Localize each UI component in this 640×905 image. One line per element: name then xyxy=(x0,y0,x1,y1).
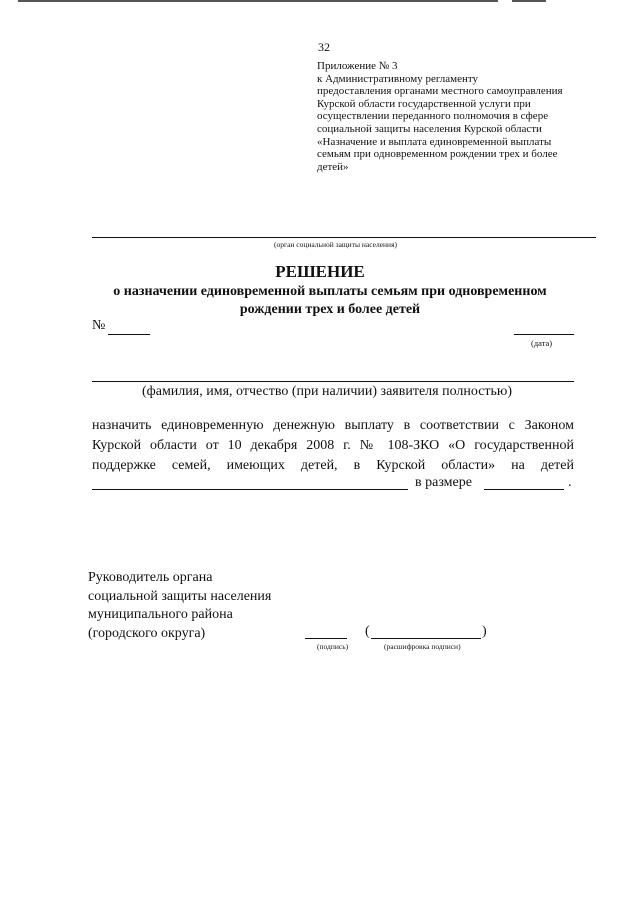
top-scan-line xyxy=(18,0,498,2)
paren-close: ) xyxy=(482,624,487,639)
subtitle-line: рождении трех и более детей xyxy=(239,302,421,317)
end-dot: . xyxy=(568,475,572,490)
organ-caption: (орган социальной защиты населения) xyxy=(274,240,398,249)
signer-line: (городского округа) xyxy=(88,625,206,641)
paren-open: ( xyxy=(365,624,370,639)
subtitle-line: о назначении единовременной выплаты семьям при одновременном xyxy=(113,284,547,299)
amount-label: в размере xyxy=(415,475,472,490)
signer-block xyxy=(88,569,271,643)
appendix-line: Курской области государственной услуги при xyxy=(317,97,531,110)
appendix-line: социальной защиты населения Курской области xyxy=(317,122,542,135)
signer-line: Руководитель органа xyxy=(88,570,213,585)
signature-caption: (подпись) xyxy=(317,642,349,651)
appendix-line: Приложение № 3 xyxy=(317,60,398,72)
appendix-line: «Назначение и выплата единовременной выплаты xyxy=(317,135,552,148)
children-field-line xyxy=(92,489,408,490)
decision-body xyxy=(92,416,574,476)
document-subtitle xyxy=(80,283,580,319)
signature-field-line xyxy=(305,638,347,639)
date-caption: (дата) xyxy=(531,338,553,348)
top-scan-line-short xyxy=(512,0,546,2)
signer-line: муниципального района xyxy=(88,607,233,622)
appendix-line: детей» xyxy=(317,160,349,173)
number-field-line xyxy=(108,334,150,335)
body-line: назначить единовременную денежную выплату в соответствии с Законом xyxy=(92,418,574,433)
date-field-line xyxy=(514,334,574,335)
decrypt-caption: (расшифровка подписи) xyxy=(384,642,461,651)
appendix-line: предоставления органами местного самоуправления xyxy=(317,85,563,98)
appendix-line: семьям при одновременном рождении трех и более xyxy=(317,148,558,161)
appendix-line: к Административному регламенту xyxy=(317,72,479,85)
applicant-field-line xyxy=(92,381,574,382)
appendix-block xyxy=(317,60,592,173)
decrypt-field-line xyxy=(371,638,481,639)
body-line: Курской области от 10 декабря 2008 г. № 108-ЗКО «О государственной xyxy=(92,438,574,453)
body-line: поддержке семей, имеющих детей, в Курской области» на детей xyxy=(92,458,574,473)
signer-line: социальной защиты населения xyxy=(88,588,272,604)
amount-field-line xyxy=(484,489,564,490)
appendix-line: осуществлении переданного полномочия в сфере xyxy=(317,110,549,123)
document-title: РЕШЕНИЕ xyxy=(275,262,365,281)
applicant-caption: (фамилия, имя, отчество (при наличии) заявителя полностью) xyxy=(142,384,513,399)
organ-field-line xyxy=(92,237,596,238)
page-number: 32 xyxy=(318,40,330,54)
number-label: № xyxy=(92,318,106,333)
